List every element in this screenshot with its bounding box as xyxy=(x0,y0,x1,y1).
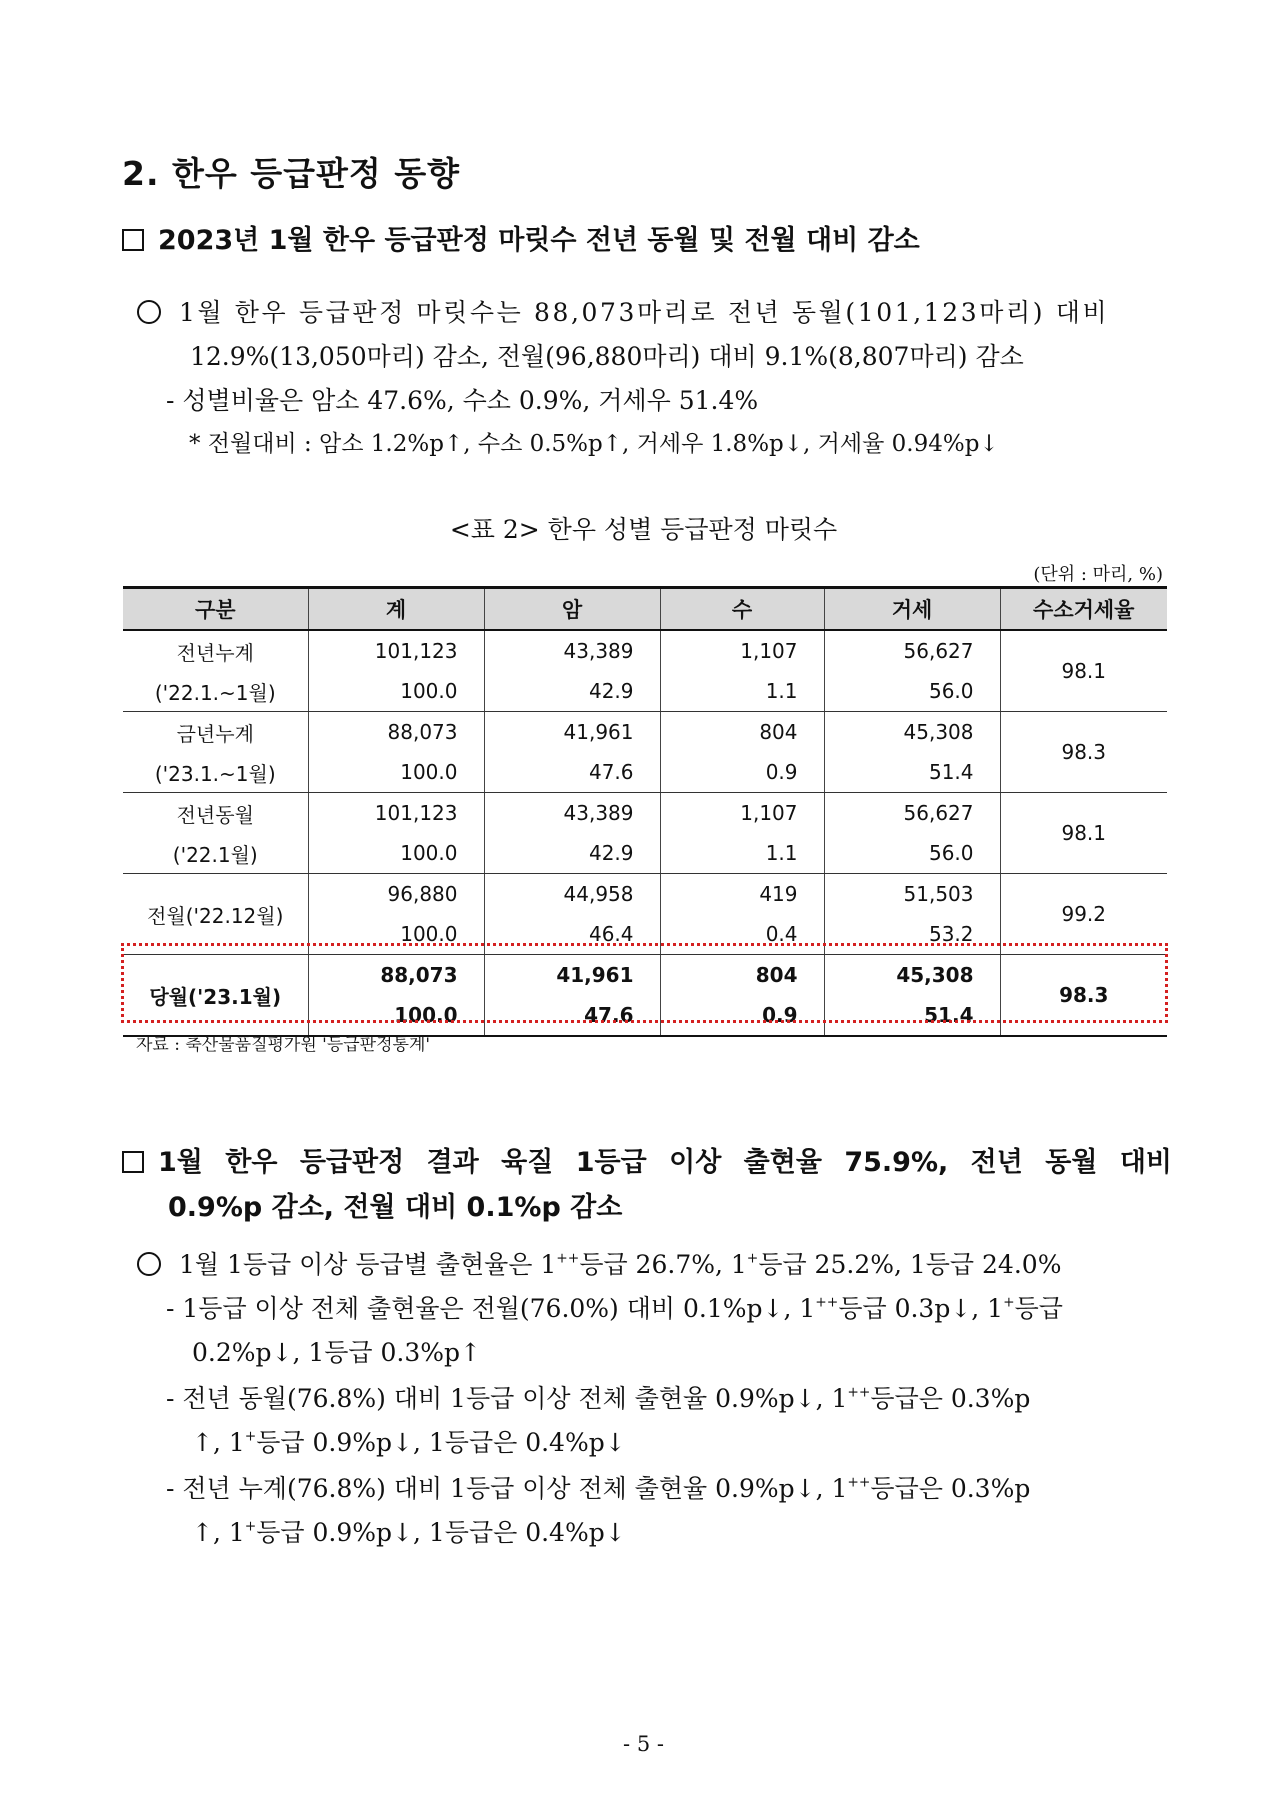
table-row xyxy=(123,630,1167,671)
table-cell: 45,308 xyxy=(824,955,1000,996)
table-cell: 100.0 xyxy=(308,995,484,1036)
circle-bullet-icon xyxy=(137,1252,161,1276)
table-cell: 56,627 xyxy=(824,793,1000,834)
table-cell: 100.0 xyxy=(308,914,484,955)
table-cell: 804 xyxy=(660,712,824,753)
row-label: 금년누계 xyxy=(123,712,308,753)
table-cell: 45,308 xyxy=(824,712,1000,753)
block1-bullet-line2: 12.9%(13,050마리) 감소, 전월(96,880마리) 대비 9.1%(8,807마리) 감소 xyxy=(190,342,1024,371)
ratio-cell: 98.3 xyxy=(1000,712,1167,793)
block1-dash: - 성별비율은 암소 47.6%, 수소 0.9%, 거세우 51.4% xyxy=(166,386,759,415)
table-row xyxy=(123,712,1167,753)
row-label: 전월('22.12월) xyxy=(123,874,308,955)
table-cell: 47.6 xyxy=(484,752,660,793)
table-cell: 100.0 xyxy=(308,833,484,874)
row-label: 전년동월 xyxy=(123,793,308,834)
table-caption: <표 2> 한우 성별 등급판정 마릿수 xyxy=(449,515,838,544)
table-cell: 0.4 xyxy=(660,914,824,955)
table-cell: 419 xyxy=(660,874,824,915)
table-cell: 56,627 xyxy=(824,630,1000,671)
block2-heading-line2: 0.9%p 감소, 전월 대비 0.1%p 감소 xyxy=(168,1192,623,1223)
ratio-cell: 98.1 xyxy=(1000,630,1167,712)
table-cell: 1.1 xyxy=(660,833,824,874)
table-cell: 0.9 xyxy=(660,752,824,793)
header-castration-rate: 수소거세율 xyxy=(1000,588,1167,631)
table-cell: 1,107 xyxy=(660,630,824,671)
table-cell: 804 xyxy=(660,955,824,996)
table-cell: 88,073 xyxy=(308,712,484,753)
table-cell: 51,503 xyxy=(824,874,1000,915)
table-unit: (단위 : 마리, %) xyxy=(1033,564,1163,585)
table-source: 자료 : 축산물품질평가원 '등급판정통계' xyxy=(136,1035,431,1055)
table-cell: 101,123 xyxy=(308,793,484,834)
header-category: 구분 xyxy=(123,588,308,631)
block2-bullet: 1월 1등급 이상 등급별 출현율은 1++등급 26.7%, 1+등급 25.2%, 1등급 24.0% xyxy=(137,1242,1061,1287)
circle-bullet-icon xyxy=(137,300,161,324)
header-steer: 거세 xyxy=(824,588,1000,631)
table-cell: 44,958 xyxy=(484,874,660,915)
block1-bullet-text1: 1월 한우 등급판정 마릿수는 88,073마리로 전년 동월(101,123마리) 대비 xyxy=(179,298,1110,327)
square-bullet-icon xyxy=(122,229,144,251)
row-label: 당월('23.1월) xyxy=(123,955,308,1037)
block1-note: * 전월대비 : 암소 1.2%p↑, 수소 0.5%p↑, 거세우 1.8%p↓, 거세율 0.94%p↓ xyxy=(189,431,999,457)
section-title: 2. 한우 등급판정 동향 xyxy=(122,154,460,193)
table-cell: 47.6 xyxy=(484,995,660,1036)
table-cell: 41,961 xyxy=(484,712,660,753)
table-row xyxy=(123,793,1167,834)
table-cell: 101,123 xyxy=(308,630,484,671)
ratio-cell: 98.1 xyxy=(1000,793,1167,874)
header-female: 암 xyxy=(484,588,660,631)
table-cell: 51.4 xyxy=(824,995,1000,1036)
table-cell: 56.0 xyxy=(824,671,1000,712)
table-cell: 43,389 xyxy=(484,630,660,671)
row-label-sub: ('23.1.~1월) xyxy=(123,752,308,793)
block1-bullet-line1 xyxy=(137,290,1109,335)
ratio-cell: 99.2 xyxy=(1000,874,1167,955)
header-male: 수 xyxy=(660,588,824,631)
page-number: - 5 - xyxy=(623,1732,664,1756)
block2-dash1-line2: 0.2%p↓, 1등급 0.3%p↑ xyxy=(192,1338,481,1367)
square-bullet-icon xyxy=(122,1151,144,1173)
table-cell: 42.9 xyxy=(484,671,660,712)
table-cell: 43,389 xyxy=(484,793,660,834)
table-cell: 42.9 xyxy=(484,833,660,874)
block2-dash3-line2: ↑, 1+등급 0.9%p↓, 1등급은 0.4%p↓ xyxy=(192,1518,626,1547)
block1-heading-text: 2023년 1월 한우 등급판정 마릿수 전년 동월 및 전월 대비 감소 xyxy=(158,225,920,256)
table-cell: 100.0 xyxy=(308,752,484,793)
table-cell: 1.1 xyxy=(660,671,824,712)
block2-dash2: - 전년 동월(76.8%) 대비 1등급 이상 전체 출현율 0.9%p↓, 1++등급은 0.3%p xyxy=(166,1384,1031,1413)
block1-heading xyxy=(122,218,920,263)
block2-dash2-line2: ↑, 1+등급 0.9%p↓, 1등급은 0.4%p↓ xyxy=(192,1428,626,1457)
row-label-sub: ('22.1월) xyxy=(123,833,308,874)
table-cell: 1,107 xyxy=(660,793,824,834)
table-cell: 88,073 xyxy=(308,955,484,996)
row-label: 전년누계 xyxy=(123,630,308,671)
current-month-highlight xyxy=(121,943,1168,1023)
block2-dash1: - 1등급 이상 전체 출현율은 전월(76.0%) 대비 0.1%p↓, 1++등급 0.3p↓, 1+등급 xyxy=(166,1294,1063,1323)
table-cell: 51.4 xyxy=(824,752,1000,793)
block2-heading xyxy=(122,1140,1172,1230)
table-cell: 41,961 xyxy=(484,955,660,996)
block2-heading-line1: 1월 한우 등급판정 결과 육질 1등급 이상 출현율 75.9%, 전년 동월 대비 xyxy=(122,1140,1172,1185)
table-cell: 0.9 xyxy=(660,995,824,1036)
table-header-row xyxy=(123,588,1167,631)
row-label-sub: ('22.1.~1월) xyxy=(123,671,308,712)
block2-dash3: - 전년 누계(76.8%) 대비 1등급 이상 전체 출현율 0.9%p↓, 1++등급은 0.3%p xyxy=(166,1474,1031,1503)
table-cell: 100.0 xyxy=(308,671,484,712)
table-cell: 46.4 xyxy=(484,914,660,955)
table-cell: 96,880 xyxy=(308,874,484,915)
table-cell: 53.2 xyxy=(824,914,1000,955)
header-total: 계 xyxy=(308,588,484,631)
table-row xyxy=(123,874,1167,915)
ratio-cell: 98.3 xyxy=(1000,955,1167,1037)
table-cell: 56.0 xyxy=(824,833,1000,874)
